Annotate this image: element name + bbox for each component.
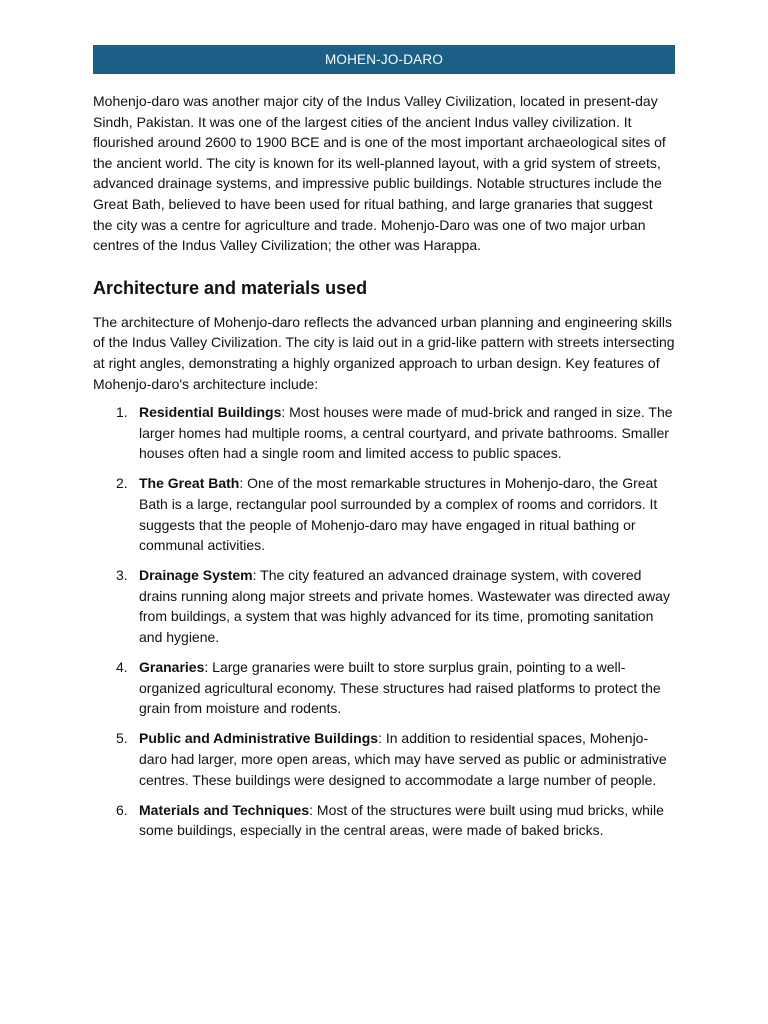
intro-paragraph: Mohenjo-daro was another major city of the Indus Valley Civilization, located in present-day Sindh, Pakistan. It was one of the largest cities of the ancient Indus valley civilization. It flourished around 2600 to 1900 BCE and is one of the most important archaeological sites of the ancient world. The city is known for its well-planned layout, with a grid system of streets, advanced drainage systems, and impressive public buildings. Notable structures include the Great Bath, believed to have been used for ritual bathing, and large granaries that suggest the city was a centre for agriculture and trade. Mohenjo-Daro was one of two major urban centres of the Indus Valley Civilization; the other was Harappa. xyxy=(93,93,666,254)
feature-item-residential-buildings xyxy=(93,402,675,464)
feature-title: Public and Administrative Buildings xyxy=(139,730,379,747)
section-intro-paragraph: The architecture of Mohenjo-daro reflects the advanced urban planning and engineering skills of the Indus Valley Civilization. The city is laid out in a grid-like pattern with streets intersecting at right angles, demonstrating a highly organized approach to urban design. Key features of Mohenjo-daro's architecture include: xyxy=(93,313,675,392)
feature-item-public-administrative-buildings xyxy=(93,728,675,790)
title-banner: MOHEN-JO-DARO xyxy=(93,45,675,74)
feature-title: Drainage System xyxy=(139,567,253,584)
section-heading: Architecture and materials used xyxy=(93,277,368,298)
feature-title: Granaries xyxy=(139,659,205,676)
feature-title: The Great Bath xyxy=(139,475,240,492)
feature-text: : In addition to residential spaces, Mohenjo-daro had larger, more open areas, which may have served as public or administrative centres. These buildings were designed to accommodate a large number of people. xyxy=(139,730,667,788)
feature-item-granaries xyxy=(93,657,675,719)
feature-title: Residential Buildings xyxy=(139,404,282,421)
feature-text: : The city featured an advanced drainage system, with covered drains running along major streets and private homes. Wastewater was directed away from buildings, a system that was highly advanced for its time, promoting sanitation and hygiene. xyxy=(139,567,670,646)
feature-number: 2. xyxy=(116,475,128,492)
feature-title: Materials and Techniques xyxy=(139,801,310,818)
feature-number: 3. xyxy=(116,567,128,584)
feature-item-materials-techniques xyxy=(93,800,675,841)
feature-item-drainage-system xyxy=(93,565,675,647)
feature-number: 1. xyxy=(116,404,128,421)
document-page xyxy=(93,45,675,850)
feature-item-great-bath xyxy=(93,473,675,555)
feature-text: : Large granaries were built to store surplus grain, pointing to a well-organized agricultural economy. These structures had raised platforms to protect the grain from moisture and rodents. xyxy=(139,659,661,717)
feature-number: 4. xyxy=(116,659,128,676)
feature-text: : One of the most remarkable structures in Mohenjo-daro, the Great Bath is a large, rectangular pool surrounded by a complex of rooms and corridors. It suggests that the people of Mohenjo-daro may have engaged in ritual bathing or communal activities. xyxy=(139,475,658,554)
features-list xyxy=(93,402,675,841)
feature-number: 6. xyxy=(116,801,128,818)
feature-text: : Most of the structures were built using mud bricks, while some buildings, especially in the central areas, were made of baked bricks. xyxy=(139,801,664,839)
feature-text: : Most houses were made of mud-brick and ranged in size. The larger homes had multiple rooms, a central courtyard, and private bathrooms. Smaller houses often had a single room and limited access to public spaces. xyxy=(139,404,673,462)
feature-number: 5. xyxy=(116,730,128,747)
